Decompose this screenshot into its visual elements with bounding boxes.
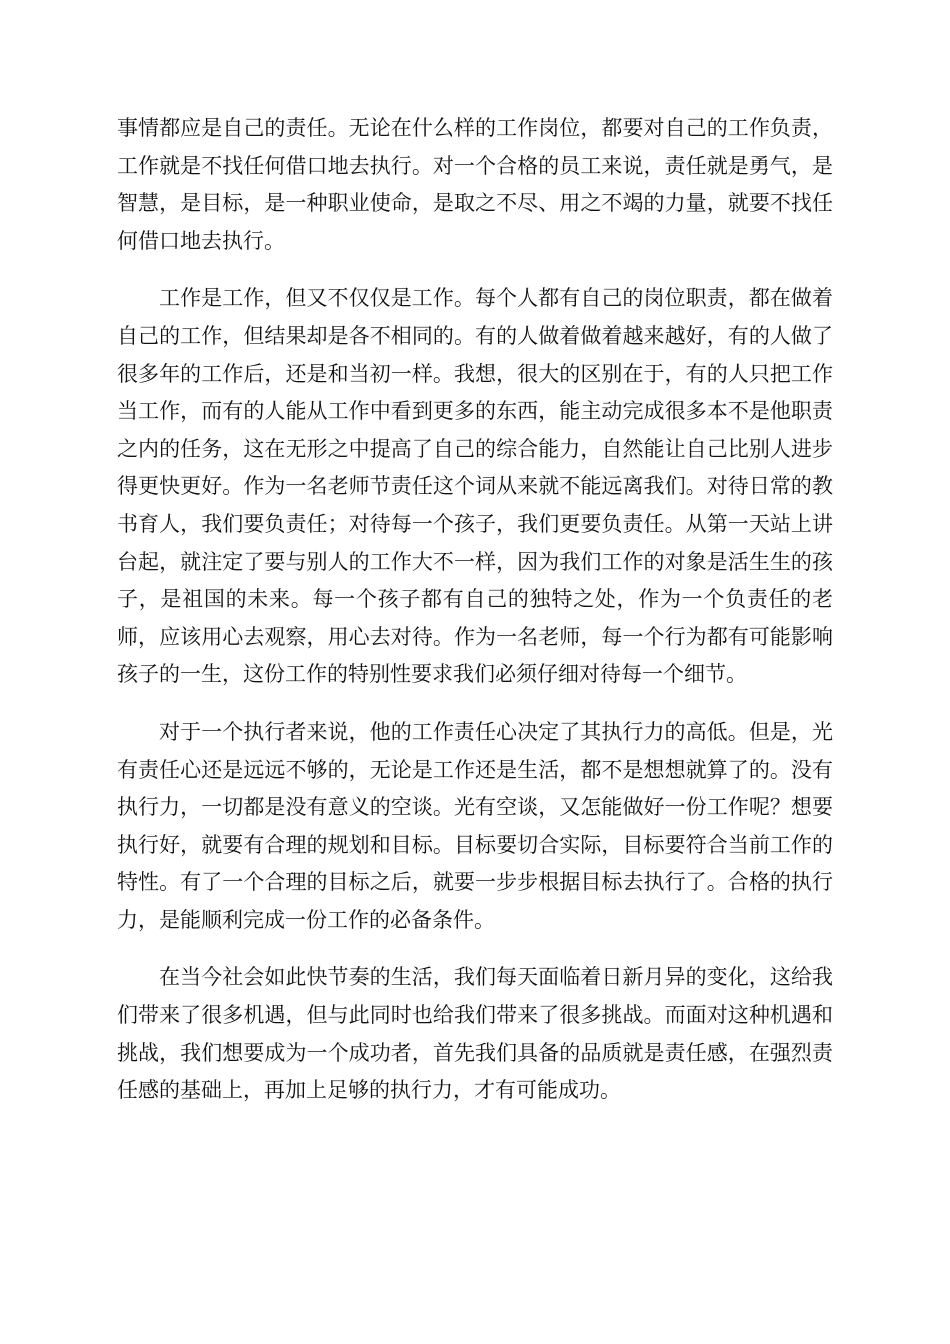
document-page (117, 110, 833, 1130)
paragraph-4: 在当今社会如此快节奏的生活，我们每天面临着日新月异的变化，这给我们带来了很多机遇，但与此同时也给我们带来了很多挑战。而面对这种机遇和挑战，我们想要成为一个成功者，首先我们具备的品质就是责任感，在强烈责任感的基础上，再加上足够的执行力，才有可能成功。 (117, 965, 833, 1103)
paragraph-3: 对于一个执行者来说，他的工作责任心决定了其执行力的高低。但是，光有责任心还是远远不够的，无论是工作还是生活，都不是想想就算了的。没有执行力，一切都是没有意义的空谈。光有空谈，又怎能做好一份工作呢？想要执行好，就要有合理的规划和目标。目标要切合实际，目标要符合当前工作的特性。有了一个合理的目标之后，就要一步步根据目标去执行了。合格的执行力，是能顺利完成一份工作的必备条件。 (117, 719, 833, 932)
paragraph-1: 事情都应是自己的责任。无论在什么样的工作岗位，都要对自己的工作负责，工作就是不找任何借口地去执行。对一个合格的员工来说，责任就是勇气，是智慧，是目标，是一种职业使命，是取之不尽、用之不竭的力量，就要不找任何借口地去执行。 (117, 116, 833, 253)
paragraph-2: 工作是工作，但又不仅仅是工作。每个人都有自己的岗位职责，都在做着自己的工作，但结果却是各不相同的。有的人做着做着越来越好，有的人做了很多年的工作后，还是和当初一样。我想，很大的区别在于，有的人只把工作当工作，而有的人能从工作中看到更多的东西，能主动完成很多本不是他职责之内的任务，这在无形之中提高了自己的综合能力，自然能让自己比别人进步得更快更好。作为一名老师节责任这个词从来就不能远离我们。对待日常的教书育人，我们要负责任；对待每一个孩子，我们更要负责任。从第一天站上讲台起，就注定了要与别人的工作大不一样，因为我们工作的对象是活生生的孩子，是祖国的未来。每一个孩子都有自己的独特之处，作为一个负责任的老师，应该用心去观察，用心去对待。作为一名老师，每一个行为都有可能影响孩子的一生，这份工作的特别性要求我们必须仔细对待每一个细节。 (117, 286, 833, 687)
